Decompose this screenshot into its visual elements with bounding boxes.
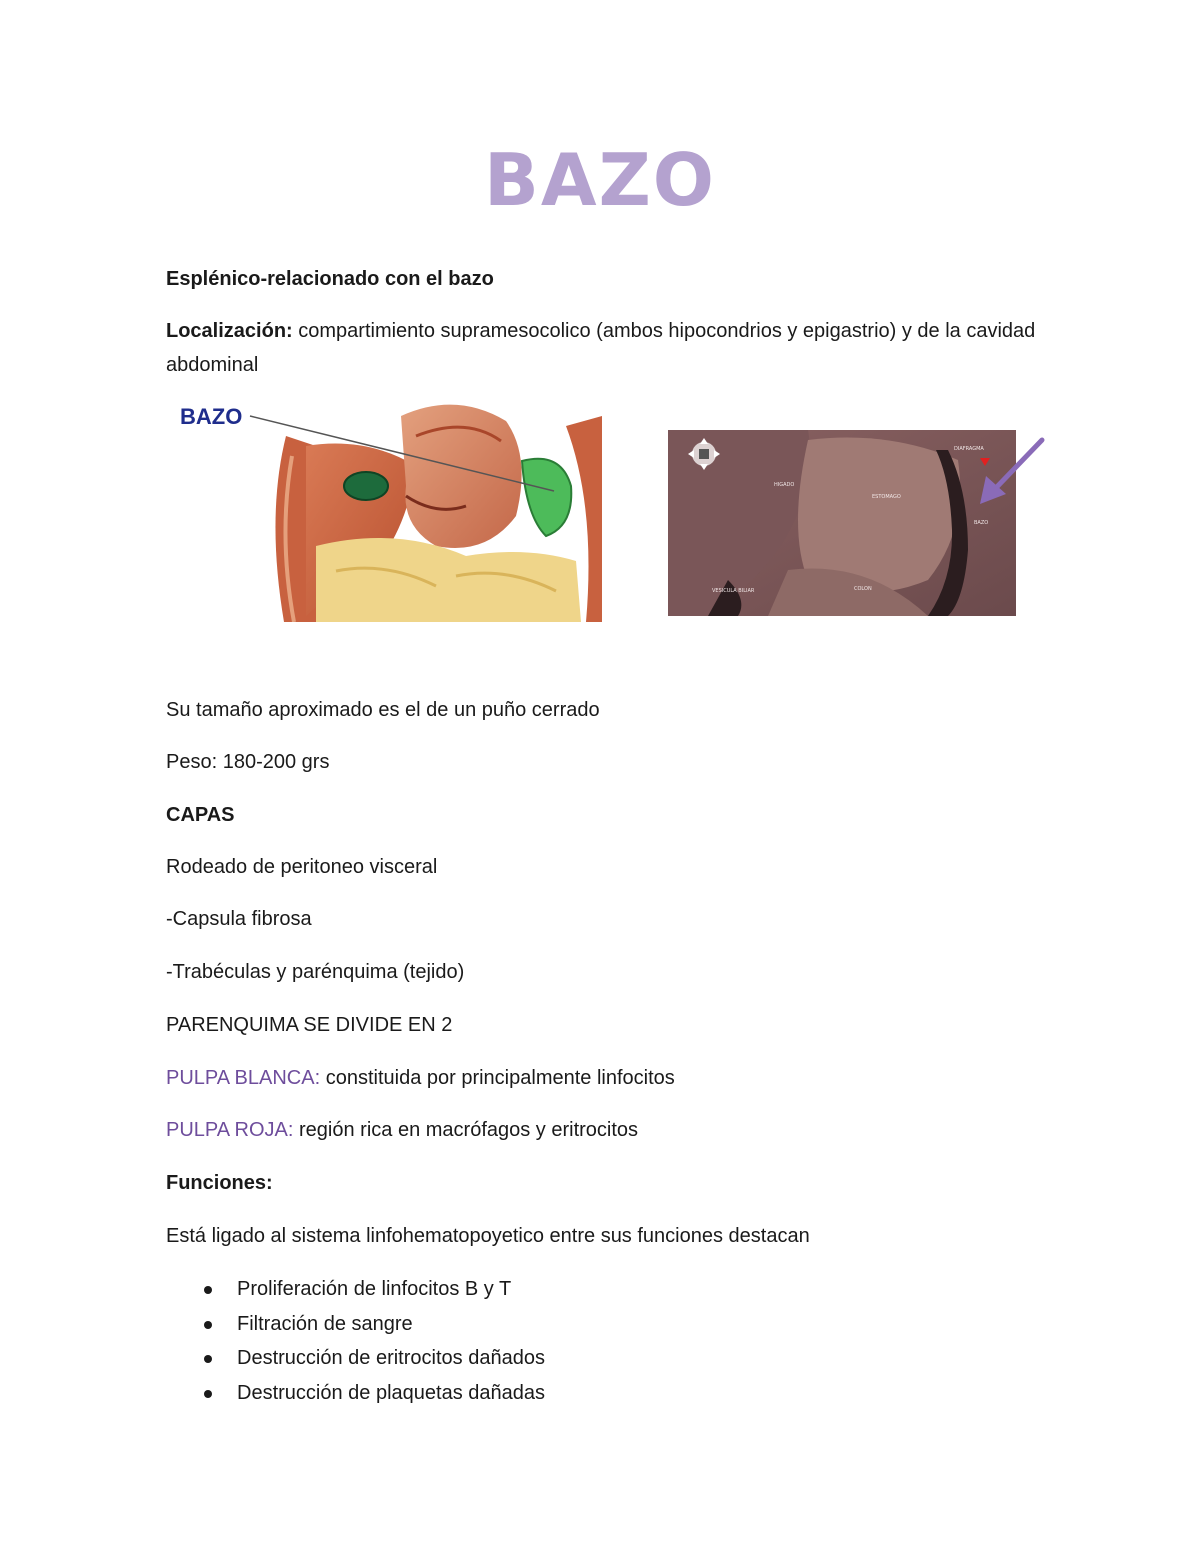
location-paragraph <box>166 314 1046 382</box>
bullet-icon <box>204 1321 212 1329</box>
white-pulp-paragraph <box>166 1061 1046 1095</box>
white-pulp-text: constituida por principalmente linfocitos <box>320 1067 675 1089</box>
list-item: Destrucción de eritrocitos dañados <box>200 1341 545 1376</box>
size-text: Su tamaño aproximado es el de un puño cerrado <box>166 699 600 721</box>
bullet-icon <box>204 1390 212 1398</box>
label-higado: HIGADO <box>774 482 795 488</box>
parenchyma-heading: PARENQUIMA SE DIVIDE EN 2 <box>166 1014 453 1036</box>
label-colon: COLON <box>854 586 872 592</box>
bullet-icon <box>204 1355 212 1363</box>
red-pulp-text: región rica en macrófagos y eritrocitos <box>293 1119 639 1141</box>
layer-capsule: -Capsula fibrosa <box>166 908 312 930</box>
arrow-icon <box>970 432 1050 512</box>
definition-text: Esplénico-relacionado con el bazo <box>166 268 494 290</box>
location-text: compartimiento supramesocolico (ambos hipocondrios y epigastrio) y de la cavidad abdominal <box>166 320 1036 376</box>
list-item: Destrucción de plaquetas dañadas <box>200 1376 545 1411</box>
functions-intro: Está ligado al sistema linfohematopoyetico entre sus funciones destacan <box>166 1225 810 1247</box>
layers-heading: CAPAS <box>166 804 235 826</box>
list-item: Filtración de sangre <box>200 1307 545 1342</box>
dissection-photo-image <box>668 430 1016 616</box>
page-title: BAZO <box>483 138 716 222</box>
list-item: Proliferación de linfocitos B y T <box>200 1272 545 1307</box>
red-pulp-paragraph <box>166 1113 1046 1147</box>
white-pulp-label: PULPA BLANCA: <box>166 1067 321 1089</box>
label-vesicula: VESICULA BILIAR <box>712 588 755 594</box>
weight-text: Peso: 180-200 grs <box>166 751 330 773</box>
label-diafragma: DIAFRAGMA <box>954 446 984 452</box>
location-label: Localización: <box>166 320 293 342</box>
abdomen-illustration-image <box>166 396 602 622</box>
dissection-photo <box>668 430 1016 616</box>
label-bazo: BAZO <box>974 520 989 526</box>
functions-list <box>200 1272 545 1410</box>
anatomy-illustration <box>166 396 602 622</box>
figure-left-label: BAZO <box>180 404 243 429</box>
bullet-icon <box>204 1286 212 1294</box>
layer-trabeculae: -Trabéculas y parénquima (tejido) <box>166 961 465 983</box>
red-pulp-label: PULPA ROJA: <box>166 1119 294 1141</box>
layers-intro: Rodeado de peritoneo visceral <box>166 856 438 878</box>
label-estomago: ESTOMAGO <box>872 494 901 500</box>
functions-heading: Funciones: <box>166 1172 273 1194</box>
